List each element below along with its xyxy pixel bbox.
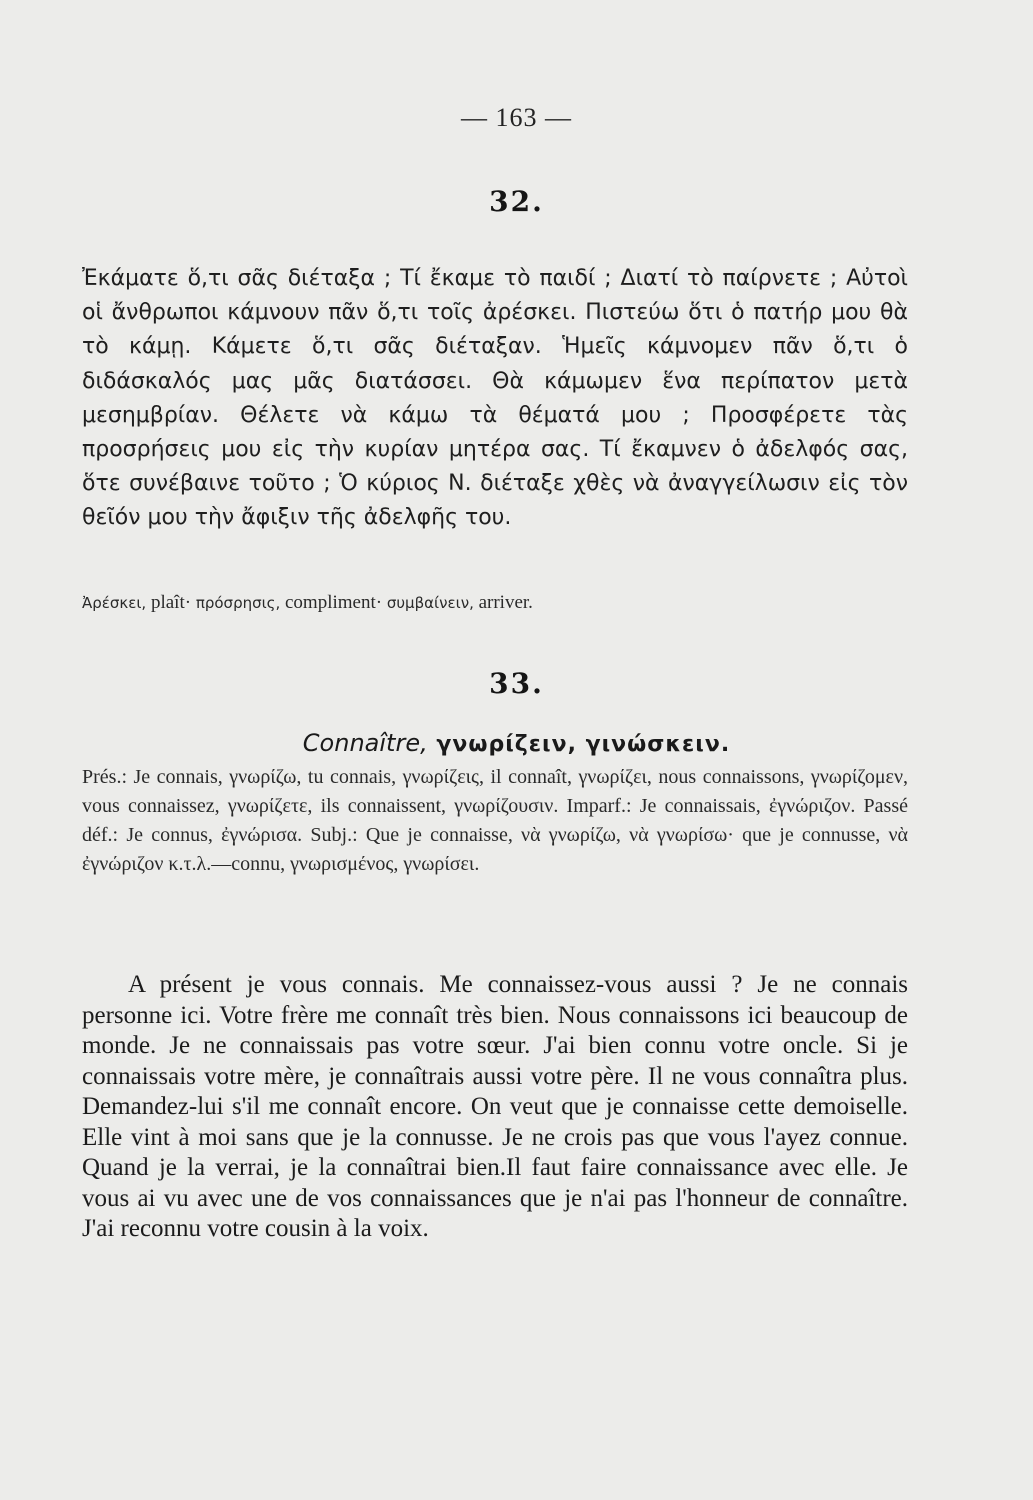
section-33-number: 33. xyxy=(489,667,544,700)
heading-french: Connaître, xyxy=(302,729,428,757)
section-33-heading xyxy=(0,727,1033,758)
french-exercise-text: A présent je vous connais. Me connaissez-vous aussi ? Je ne connais personne ici. Votre frère me connaît très bien. Nous connaissons ici beaucoup de monde. Je ne connaissais pas votre sœur. J'ai bien connu votre oncle. Si je connaissais votre mère, je connaîtrais aussi votre père. Il ne vous connaîtra plus. Demandez-lui s'il me connaît encore. On veut que je connaisse cette demoiselle. Elle vint à moi sans que je la connusse. Je ne crois pas que vous l'ayez connue. Quand je la verrai, je la connaîtrai bien.Il faut faire connaissance avec elle. Je vous ai vu avec une de vos connaissances que je n'ai pas l'honneur de connaître. J'ai reconnu votre cousin à la voix. xyxy=(82,971,908,1242)
vocab-greek-1: Ἀρέσκει, xyxy=(82,594,147,612)
section-32-greek-text: Ἐκάματε ὅ,τι σᾶς διέταξα ; Τί ἔκαμε τὸ παιδί ; Διατί τὸ παίρνετε ; Αὐτοὶ οἱ ἄνθρωποι κάμνουν πᾶν ὅ,τι τοῖς ἀρέσκει. Πιστεύω ὅτι ὁ πατήρ μου θὰ τὸ κάμῃ. Κάμετε ὅ,τι σᾶς διέταξαν. Ἡμεῖς κάμνομεν πᾶν ὅ,τι ὁ διδάσκαλός μας μᾶς διατάσσει. Θὰ κάμωμεν ἕνα περίπατον μετὰ μεσημβρίαν. Θέλετε νὰ κάμω τὰ θέματά μου ; Προσφέρετε τὰς προσρήσεις μου εἰς τὴν κυρίαν μητέρα σας. Τί ἔκαμνεν ὁ ἀδελφός σας, ὅτε συνέβαινε τοῦτο ; Ὁ κύριος Ν. διέταξε χθὲς νὰ ἀναγγείλωσιν εἰς τὸν θεῖόν μου τὴν ἄφιξιν τῆς ἀδελφῆς του. xyxy=(82,266,908,531)
vocab-french-3: arriver. xyxy=(473,592,533,613)
section-32-vocabulary xyxy=(82,590,908,616)
vocab-greek-3: συμβαίνειν, xyxy=(382,594,474,612)
vocab-greek-2: πρόσρησις, xyxy=(191,594,281,612)
vocab-french-1: plaît· xyxy=(146,592,192,613)
vocab-french-2: compliment· xyxy=(280,592,383,613)
section-33-conjugation: Prés.: Je connais, γνωρίζω, tu connais, γνωρίζεις, il connaît, γνωρίζει, nous connaissons, γνωρίζομεν, vous connaissez, γνωρίζετε, ils connaissent, γνωρίζουσιν. Imparf.: Je connaissais, ἐγνώριζον. Passé déf.: Je connus, ἐγνώρισα. Subj.: Que je connaisse, νὰ γνωρίζω, νὰ γνωρίσω· que je connusse, νὰ ἐγνώριζον κ.τ.λ.—connu, γνωρισμένος, γνωρίσει. xyxy=(82,766,908,875)
section-33-french-text xyxy=(82,970,908,1245)
page-number: — 163 — xyxy=(461,103,572,132)
section-32-number: 32. xyxy=(489,185,544,218)
heading-greek: γνωρίζειν, γινώσκειν. xyxy=(427,732,731,757)
